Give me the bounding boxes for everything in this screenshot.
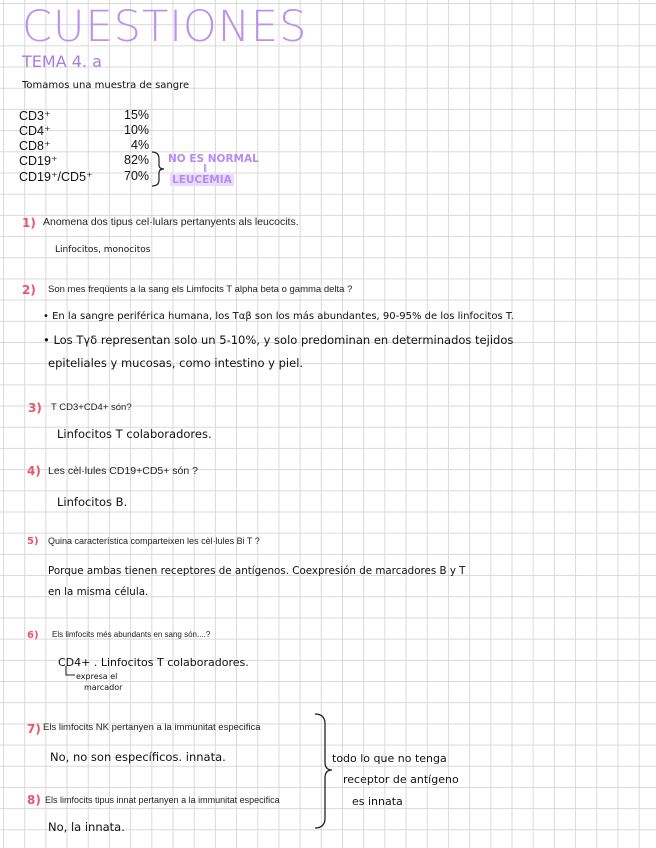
question-number: 7) <box>27 722 41 736</box>
page-title: CUESTIONES <box>22 2 308 52</box>
marker-name: CD8⁺ <box>19 139 51 153</box>
question-number: 8) <box>27 793 41 807</box>
marker-value: 4% <box>131 138 150 152</box>
answer-text: CD4+ . Linfocitos T colaboradores. <box>58 656 249 669</box>
answer-text: No, la innata. <box>48 820 125 834</box>
page-subtitle: TEMA 4. a <box>22 52 102 71</box>
question-number: 2) <box>22 283 36 297</box>
annotation-text: expresa el <box>76 672 118 681</box>
question-number: 4) <box>27 464 41 478</box>
brace-icon <box>312 712 334 830</box>
answer-text: epiteliales y mucosas, como intestino y piel. <box>48 356 304 370</box>
question-text: Els limfocits tipus innat pertanyen a la immunitat especifica <box>45 795 280 805</box>
answer-text: Linfocitos B. <box>57 495 128 509</box>
question-number: 1) <box>22 216 36 230</box>
question-text: Els limfocits NK pertanyen a la immunitat especifica <box>43 722 261 733</box>
marker-name: CD4⁺ <box>19 124 51 138</box>
marker-value: 15% <box>124 108 150 122</box>
answer-text: • En la sangre periférica humana, los Tαβ son los más abundantes, 90-95% de los linfocitos T. <box>43 311 514 322</box>
question-text: Quina característica comparteixen les cèl·lules Bi T ? <box>48 536 260 546</box>
marker-value: 82% <box>124 153 150 167</box>
marker-value: 10% <box>124 123 150 137</box>
question-text: Anomena dos tipus cel·lulars pertanyents als leucocits. <box>43 216 299 228</box>
note-leukemia: LEUCEMIA <box>172 174 232 186</box>
marker-value: 70% <box>124 169 150 183</box>
intro-text: Tomamos una muestra de sangre <box>22 80 190 91</box>
annotation-text: marcador <box>84 683 123 692</box>
answer-text: Linfocitos, monocitos <box>55 245 151 255</box>
side-note-line: todo lo que no tenga <box>332 752 447 765</box>
note-not-normal: NO ES NORMAL <box>168 153 259 165</box>
marker-name: CD19⁺ <box>19 154 58 168</box>
side-note-line: es innata <box>352 795 403 808</box>
question-number: 6) <box>27 630 39 641</box>
arrow-icon <box>64 666 76 680</box>
question-text: Les cèl·lules CD19+CD5+ són ? <box>48 465 198 477</box>
answer-text: Linfocitos T colaboradores. <box>57 427 212 441</box>
side-note-line: receptor de antígeno <box>343 773 459 786</box>
question-number: 3) <box>28 401 42 415</box>
answer-text: No, no son específicos. innata. <box>50 750 226 764</box>
answer-text: en la misma célula. <box>48 586 149 598</box>
brace-icon <box>150 150 166 188</box>
marker-name: CD3⁺ <box>19 109 51 123</box>
answer-text: • Los Tγδ representan solo un 5-10%, y solo predominan en determinados tejidos <box>43 333 514 347</box>
question-text: T CD3+CD4+ són? <box>51 402 132 413</box>
question-text: Els limfocits més abundants en sang són....? <box>52 630 211 639</box>
answer-text: Porque ambas tienen receptores de antígenos. Coexpresión de marcadores B y T <box>48 565 466 577</box>
question-text: Son mes freqüents a la sang els Limfocits T alpha beta o gamma delta ? <box>48 284 353 295</box>
marker-name: CD19⁺/CD5⁺ <box>19 170 93 184</box>
question-number: 5) <box>27 536 39 547</box>
note-equals: ‖ <box>203 163 207 172</box>
